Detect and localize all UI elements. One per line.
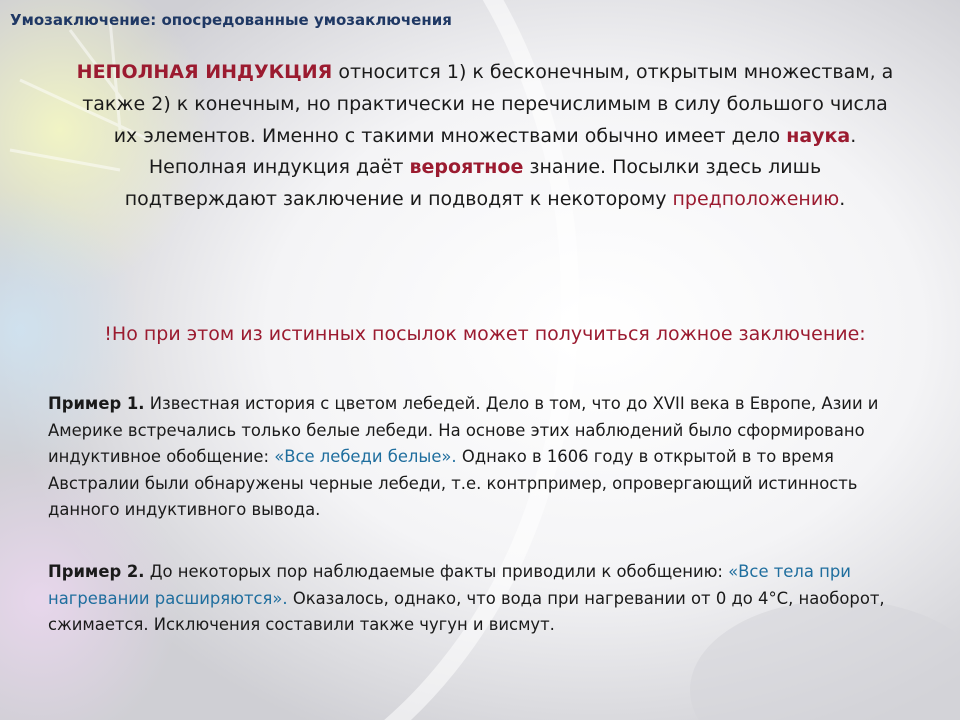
warning-note: !Но при этом из истинных посылок может получиться ложное заключение: bbox=[104, 323, 866, 345]
main-text-part-2: . Неполная индукция даёт bbox=[148, 124, 857, 179]
main-text-part-4: . bbox=[839, 188, 846, 211]
example-1 bbox=[48, 391, 908, 524]
term-incomplete-induction: НЕПОЛНАЯ ИНДУКЦИЯ bbox=[76, 61, 333, 83]
example-1-label: Пример 1. bbox=[48, 394, 145, 413]
example-1-text-1: Известная история с цветом лебедей. Дело в том, что до XVII века в Европе, Азии и Америке встречались только белые лебеди. На основе этих наблюдений было сформировано индуктивное обобщение: bbox=[48, 394, 879, 467]
example-1-text-2: Однако в 1606 году в открытой в то время Австралии были обнаружены черные лебеди, т.е. контрпример, опровергающий истинность данного индуктивного вывода. bbox=[48, 447, 858, 520]
example-2-label: Пример 2. bbox=[48, 562, 145, 581]
main-paragraph bbox=[70, 57, 900, 216]
example-2-text-2: Оказалось, однако, что вода при нагревании от 0 до 4°C, наоборот, сжимается. Исключения составили также чугун и висмут. bbox=[48, 588, 885, 635]
main-text-part-3: знание. Посылки здесь лишь подтверждают заключение и подводят к некоторому bbox=[124, 156, 822, 211]
example-2 bbox=[48, 559, 908, 639]
term-probable: вероятное bbox=[409, 156, 524, 179]
example-1-quote: «Все лебеди белые». bbox=[274, 447, 457, 467]
example-2-quote: «Все тела при нагревании расширяются». bbox=[48, 562, 851, 608]
term-assumption: предположению bbox=[672, 188, 840, 211]
slide-header: Умозаключение: опосредованные умозаключения bbox=[10, 11, 452, 29]
term-science: наука bbox=[786, 124, 851, 147]
main-text-part-1: относится 1) к бесконечным, открытым множествам, а также 2) к конечным, но практически не перечислимым в силу большого числа их элементов. Именно с такими множествами обычно имеет дело bbox=[82, 61, 894, 147]
example-2-text-1: До некоторых пор наблюдаемые факты приводили к обобщению: bbox=[144, 562, 729, 581]
